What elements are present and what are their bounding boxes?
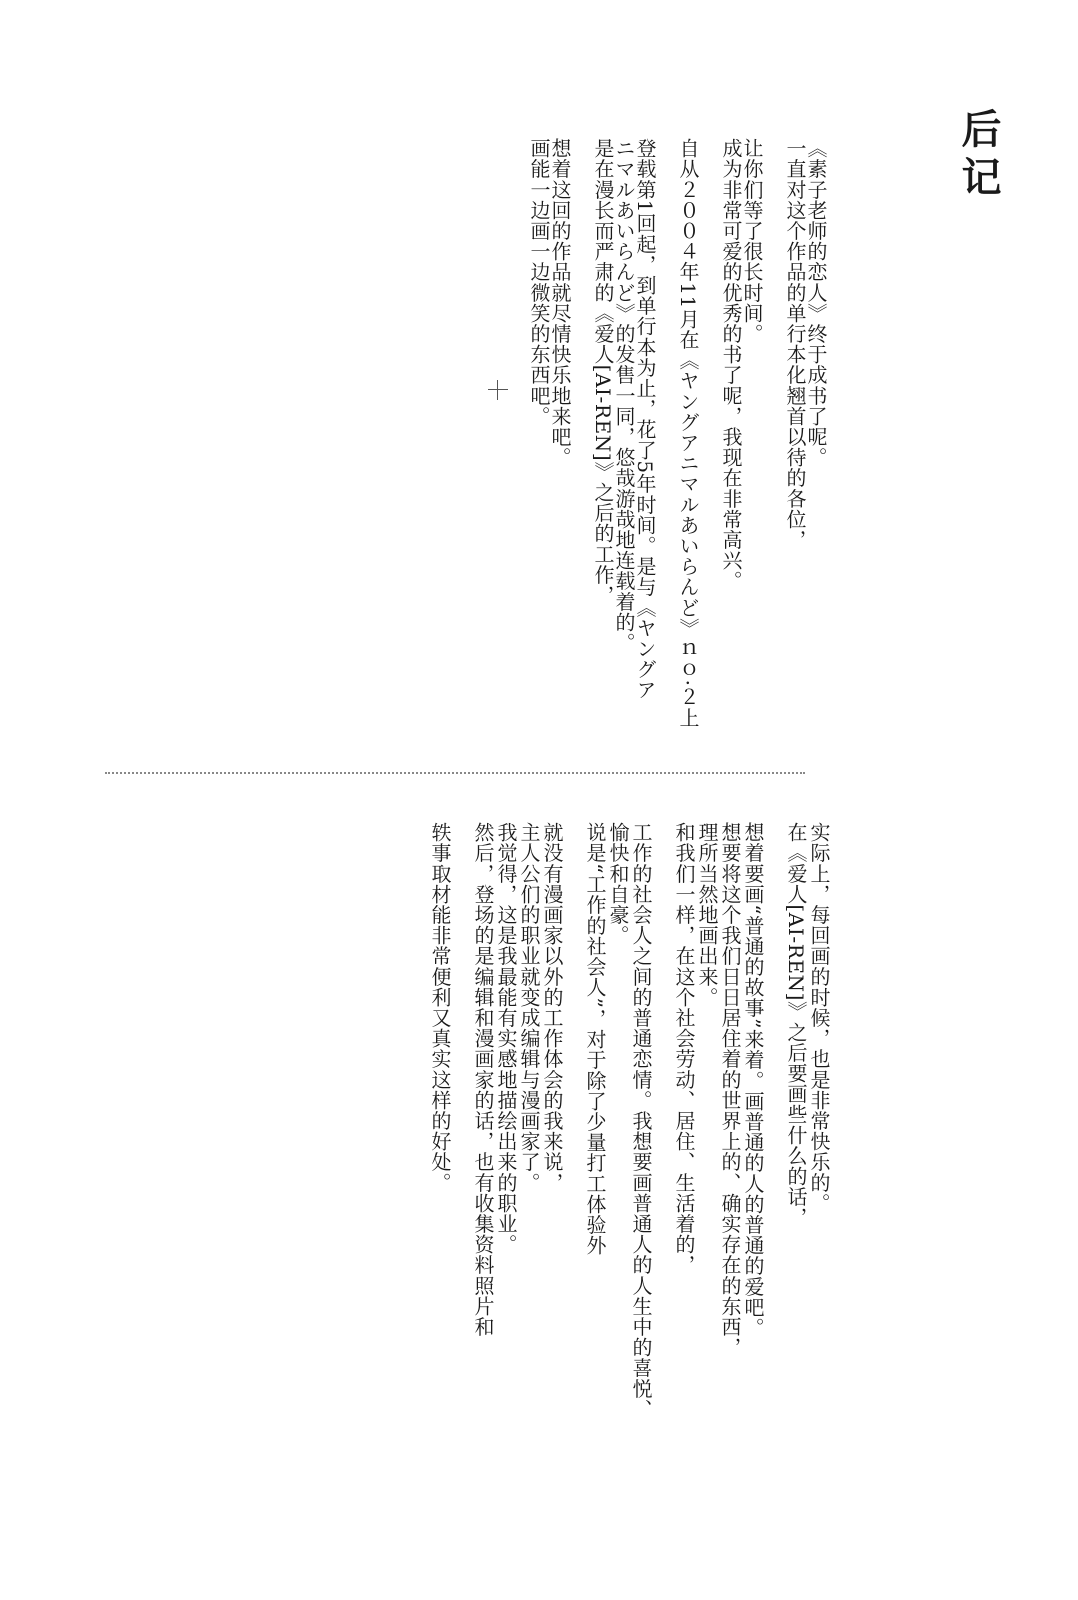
text-line: 让你们等了很长时间。: [740, 138, 764, 344]
text-line: 然后，登场的是编辑和漫画家的话，也有收集资料照片和: [471, 822, 495, 1337]
text-line: 《素子老师的恋人》终于成书了呢。: [804, 138, 828, 468]
text-line: 说是“工作的社会人”，对于除了少量打工体验外: [583, 822, 607, 1256]
crop-mark: [488, 380, 508, 400]
page-title: 后记: [955, 108, 1002, 204]
text-line: 登载第1回起，到单行本为止，花了5年时间。是与《ヤングア: [633, 138, 657, 701]
text-line: 一直对这个作品的单行本化翘首以待的各位，: [783, 138, 807, 550]
text-line: 理所当然地画出来。: [695, 822, 719, 1008]
text-line: 想要将这个我们日日居住着的世界上的、确实存在的东西，: [718, 822, 742, 1358]
text-line: 画能一边画一边微笑的东西吧。: [527, 138, 551, 427]
text-line: 轶事取材能非常便利又真实这样的好处。: [428, 822, 452, 1193]
bottom-text-section: [428, 822, 830, 1582]
text-line: 想着要画“普通的故事”来着。画普通的人的普通的爱吧。: [741, 822, 765, 1339]
top-text-section: [528, 138, 826, 778]
text-line: 自从２００４年11月在《ヤングアニマルあいらんど》ｎｏ·２上: [676, 138, 700, 728]
text-line: 和我们一样，在这个社会劳动、居住、生活着的，: [672, 822, 696, 1276]
text-line: 工作的社会人之间的普通恋情。我想要画普通人的人生中的喜悦、: [629, 822, 653, 1420]
text-line: 主人公们的职业就变成编辑与漫画家了。: [517, 822, 541, 1193]
text-line: ニマルあいらんど》的发售一同，悠哉游哉地连载着的。: [612, 138, 636, 653]
text-line: 实际上，每回画的时候，也是非常快乐的。: [807, 822, 831, 1214]
text-line: 愉快和自豪。: [606, 822, 630, 946]
text-line: 成为非常可爱的优秀的书了呢，我现在非常高兴。: [719, 138, 743, 592]
text-line: 在《爱人[AI-REN]》之后要画些什么的话，: [784, 822, 808, 1228]
text-line: 我觉得，这是我最能有实感地描绘出来的职业。: [494, 822, 518, 1255]
text-line: 想着这回的作品就尽情快乐地来吧。: [548, 138, 572, 468]
dotted-divider: [105, 772, 805, 774]
text-line: 就没有漫画家以外的工作体会的我来说，: [540, 822, 564, 1193]
text-line: 是在漫长而严肃的《爱人[AI-REN]》之后的工作，: [591, 138, 615, 606]
